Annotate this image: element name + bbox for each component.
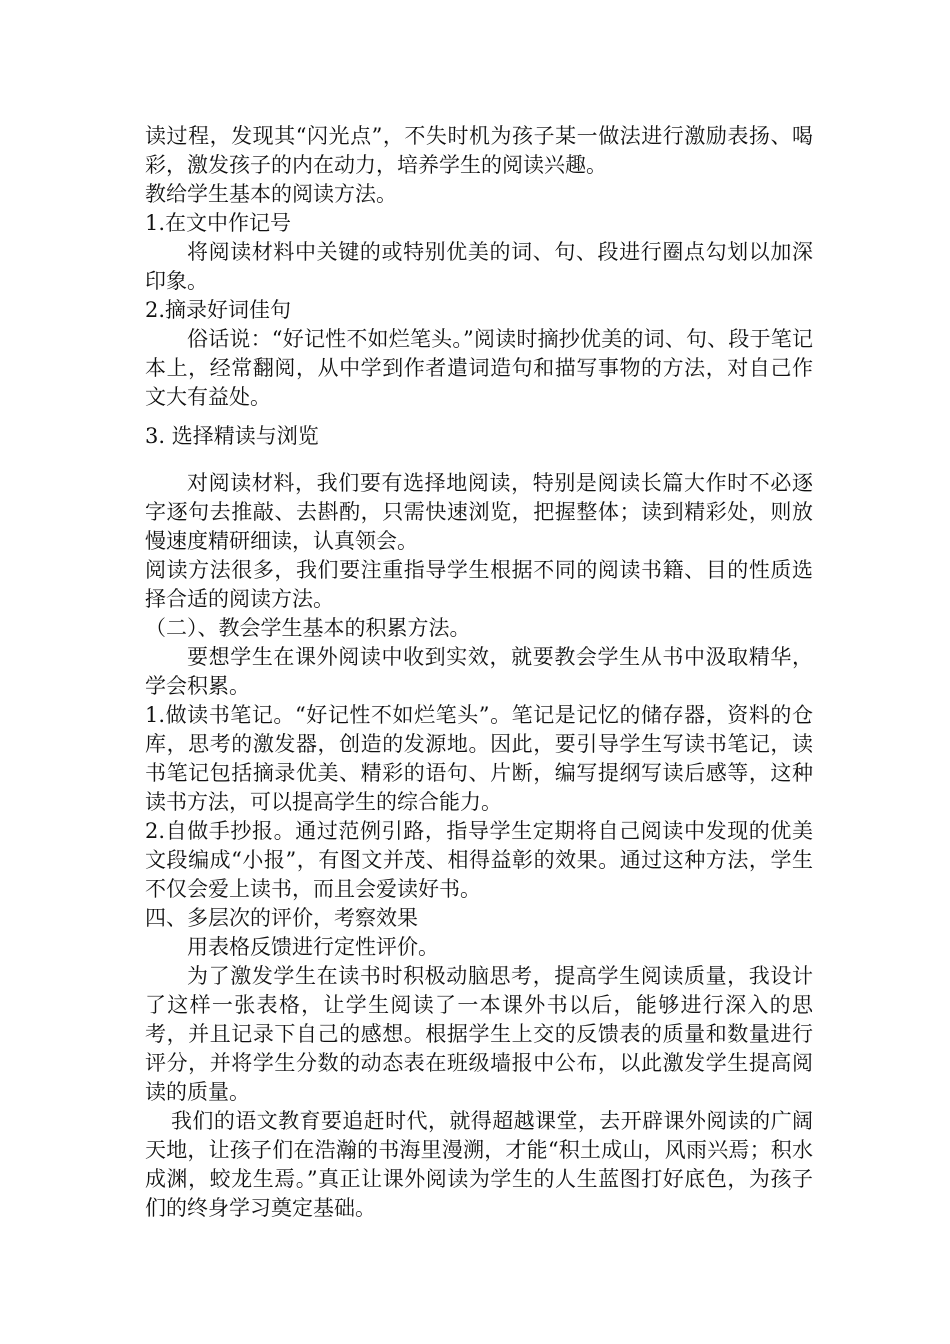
paragraph-accumulation-intro: 要想学生在课外阅读中收到实效，就要教会学生从书中汲取精华，学会积累。 xyxy=(145,645,813,698)
heading-multilevel-evaluation: 四、多层次的评价，考察效果 xyxy=(145,906,418,930)
paragraph-table-feedback: 用表格反馈进行定性评价。 xyxy=(187,935,439,959)
paragraph-many-methods: 阅读方法很多，我们要注重指导学生根据不同的阅读书籍、目的性质选择合适的阅读方法。 xyxy=(145,558,813,611)
paragraph-conclusion: 我们的语文教育要追赶时代，就得超越课堂，去开辟课外阅读的广阔天地，让孩子们在浩瀚的书海里漫溯，才能“积土成山，风雨兴焉；积水成渊，蛟龙生焉。”真正让课外阅读为学生的人生蓝图打好底色，为孩子们的终身学习奠定基础。 xyxy=(145,1109,813,1220)
heading-excerpt-phrases: 2.摘录好词佳句 xyxy=(145,298,292,322)
paragraph-excerpt-phrases: 俗话说：“好记性不如烂笔头。”阅读时摘抄优美的词、句、段于笔记本上，经常翻阅，从中学到作者遣词造句和描写事物的方法，对自己作文大有益处。 xyxy=(145,327,813,409)
paragraph-handwritten-newspaper: 2.自做手抄报。通过范例引路，指导学生定期将自己阅读中发现的优美文段编成“小报”，有图文并茂、相得益彰的效果。通过这种方法，学生不仅会爱上读书，而且会爱读好书。 xyxy=(145,819,813,901)
paragraph-feedback-form: 为了激发学生在读书时积极动脑思考，提高学生阅读质量，我设计了这样一张表格，让学生阅读了一本课外书以后，能够进行深入的思考，并且记录下自己的感想。根据学生上交的反馈表的质量和数量进行评分，并将学生分数的动态表在班级墙报中公布，以此激发学生提高阅读的质量。 xyxy=(145,964,813,1104)
heading-mark-in-text: 1.在文中作记号 xyxy=(145,211,292,235)
paragraph-reading-encouragement: 读过程，发现其“闪光点”，不失时机为孩子某一做法进行激励表扬、喝彩，激发孩子的内在动力，培养学生的阅读兴趣。 xyxy=(145,124,813,177)
paragraph-mark-in-text: 将阅读材料中关键的或特别优美的词、句、段进行圈点勾划以加深印象。 xyxy=(145,240,813,293)
document-page xyxy=(145,122,813,1223)
heading-accumulation-methods: （二）、教会学生基本的积累方法。 xyxy=(145,616,471,640)
paragraph-intensive-and-skim: 对阅读材料，我们要有选择地阅读，特别是阅读长篇大作时不必逐字逐句去推敲、去斟酌，只需快速浏览，把握整体；读到精彩处，则放慢速度精研细读，认真领会。 xyxy=(145,471,813,553)
heading-reading-methods: 教给学生基本的阅读方法。 xyxy=(145,182,397,206)
heading-intensive-and-skim: 3. 选择精读与浏览 xyxy=(145,424,319,448)
paragraph-reading-notes: 1.做读书笔记。“好记性不如烂笔头”。笔记是记忆的储存器，资料的仓库，思考的激发器，创造的发源地。因此，要引导学生写读书笔记，读书笔记包括摘录优美、精彩的语句、片断，编写提纲写读后感等，这种读书方法，可以提高学生的综合能力。 xyxy=(145,703,813,814)
